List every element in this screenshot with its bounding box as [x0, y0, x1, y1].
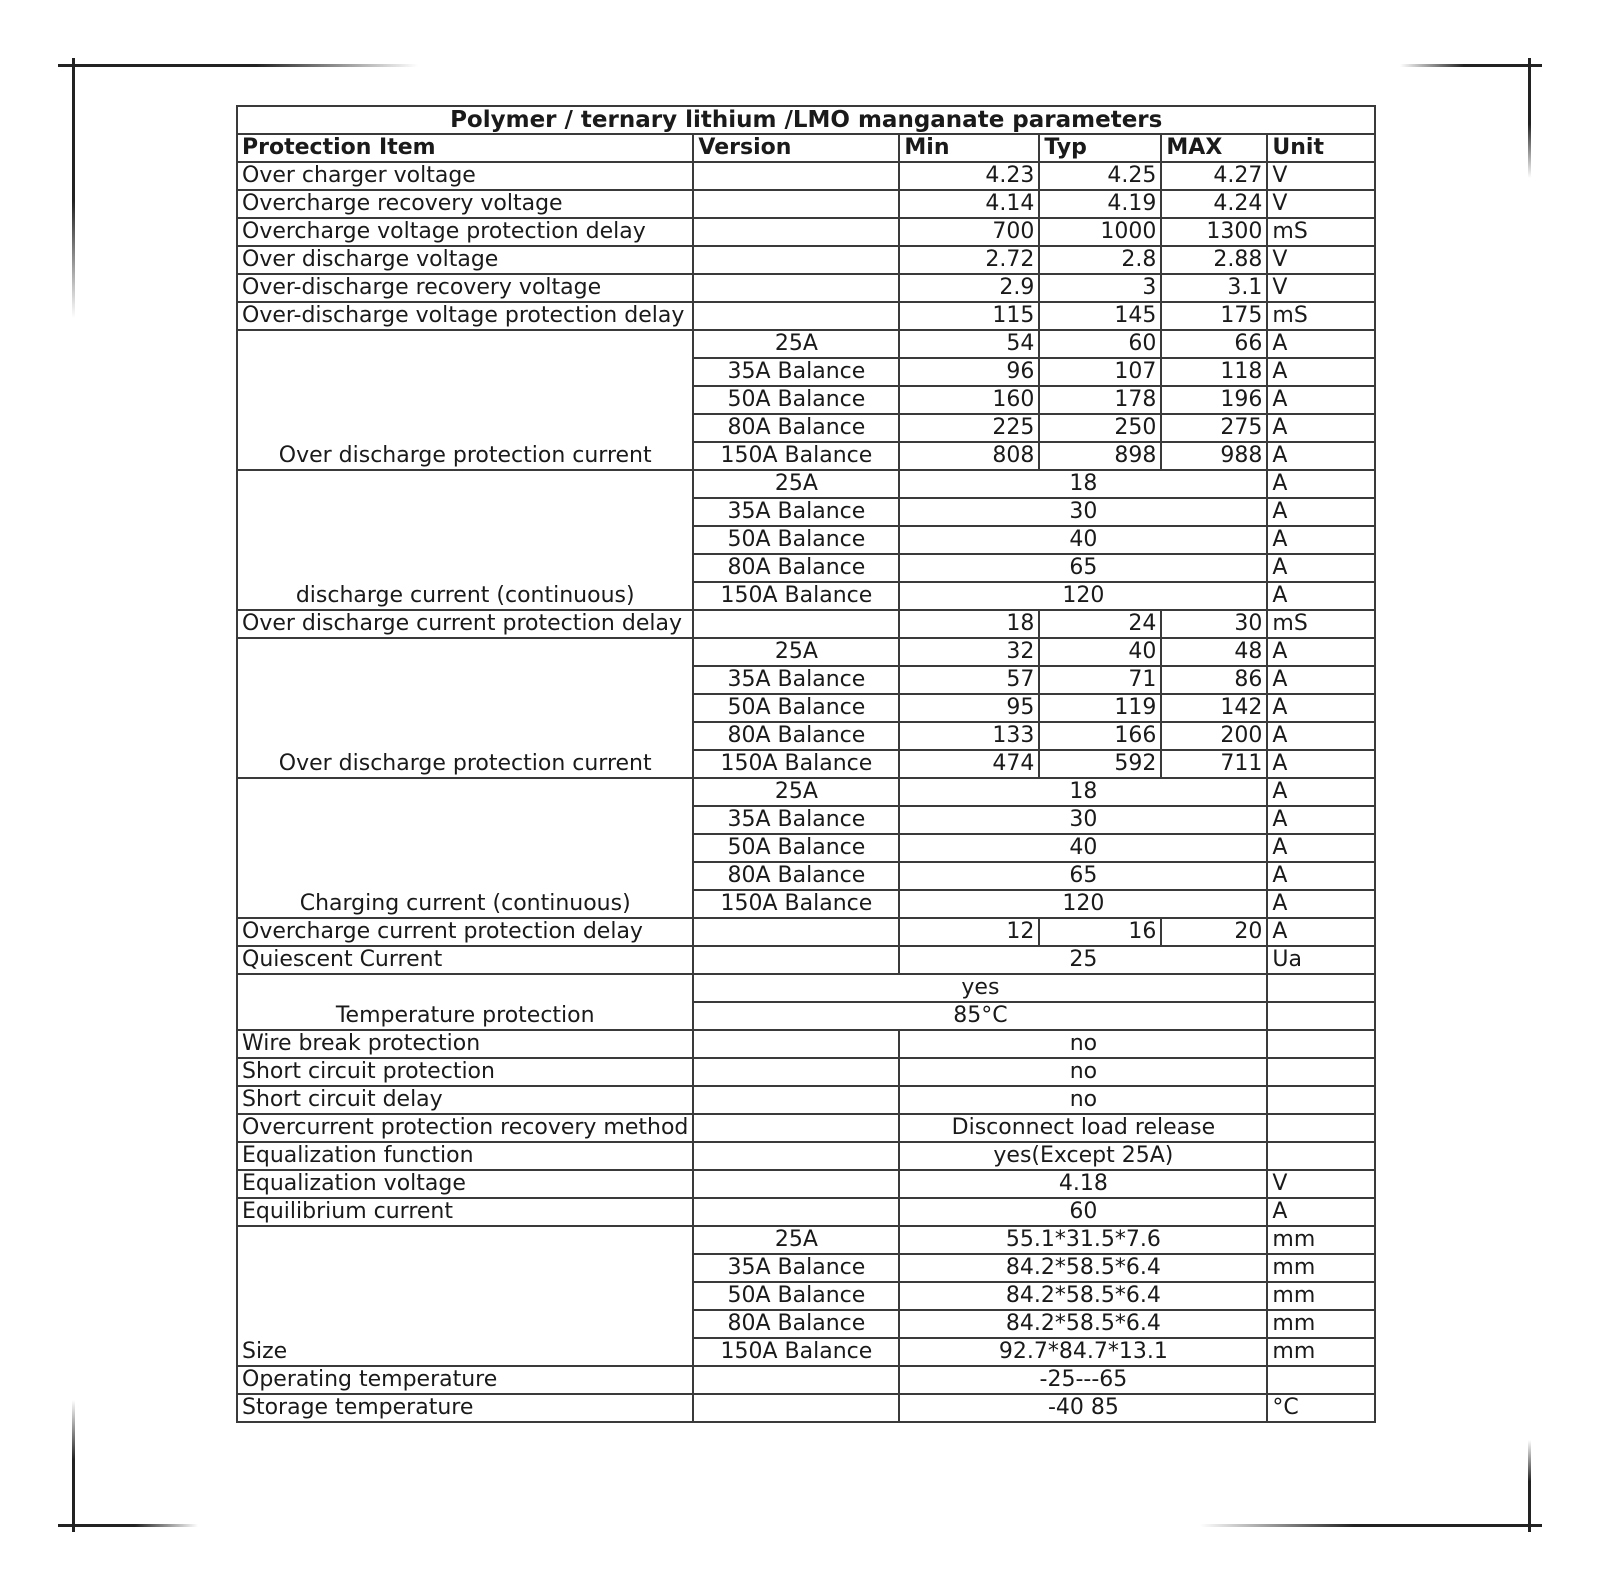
- span-value: 85°C: [693, 1002, 1267, 1030]
- unit-value: °C: [1267, 1394, 1375, 1422]
- max-value: 2.88: [1161, 246, 1267, 274]
- version-cell: [693, 918, 899, 946]
- unit-value: A: [1267, 470, 1375, 498]
- unit-value: mm: [1267, 1338, 1375, 1366]
- item-label: Over discharge protection current: [237, 638, 693, 778]
- item-label: Operating temperature: [237, 1366, 693, 1394]
- span-value: no: [899, 1086, 1267, 1114]
- typ-value: 2.8: [1039, 246, 1161, 274]
- version-cell: [693, 1142, 899, 1170]
- min-value: 95: [899, 694, 1039, 722]
- typ-value: 60: [1039, 330, 1161, 358]
- max-value: 988: [1161, 442, 1267, 470]
- frame-mark: [1200, 1524, 1542, 1527]
- min-value: 700: [899, 218, 1039, 246]
- typ-value: 4.19: [1039, 190, 1161, 218]
- max-value: 30: [1161, 610, 1267, 638]
- span-value: 120: [899, 582, 1267, 610]
- table-row: [237, 1058, 1375, 1086]
- table-row: [237, 218, 1375, 246]
- unit-value: V: [1267, 190, 1375, 218]
- unit-value: A: [1267, 554, 1375, 582]
- unit-value: mm: [1267, 1226, 1375, 1254]
- typ-value: 166: [1039, 722, 1161, 750]
- typ-value: 16: [1039, 918, 1161, 946]
- item-label: Over discharge current protection delay: [237, 610, 693, 638]
- version-value: 150A Balance: [693, 750, 899, 778]
- typ-value: 24: [1039, 610, 1161, 638]
- unit-value: [1267, 1142, 1375, 1170]
- span-value: 92.7*84.7*13.1: [899, 1338, 1267, 1366]
- version-value: 80A Balance: [693, 1310, 899, 1338]
- unit-value: A: [1267, 526, 1375, 554]
- max-value: 200: [1161, 722, 1267, 750]
- typ-value: 71: [1039, 666, 1161, 694]
- version-value: 35A Balance: [693, 806, 899, 834]
- min-value: 2.72: [899, 246, 1039, 274]
- frame-mark: [1400, 64, 1542, 67]
- item-label: Wire break protection: [237, 1030, 693, 1058]
- table-row: [237, 638, 1375, 666]
- typ-value: 1000: [1039, 218, 1161, 246]
- item-label: Short circuit protection: [237, 1058, 693, 1086]
- frame-mark: [58, 64, 418, 67]
- min-value: 115: [899, 302, 1039, 330]
- typ-value: 178: [1039, 386, 1161, 414]
- table-row: [237, 330, 1375, 358]
- min-value: 12: [899, 918, 1039, 946]
- unit-cell: [1267, 974, 1375, 1002]
- version-value: 25A: [693, 470, 899, 498]
- typ-value: 250: [1039, 414, 1161, 442]
- unit-value: A: [1267, 750, 1375, 778]
- version-cell: [693, 246, 899, 274]
- max-value: 175: [1161, 302, 1267, 330]
- table-row: [237, 1142, 1375, 1170]
- item-label: Overcharge recovery voltage: [237, 190, 693, 218]
- unit-value: mm: [1267, 1254, 1375, 1282]
- version-cell: [693, 1030, 899, 1058]
- min-value: 808: [899, 442, 1039, 470]
- version-value: 150A Balance: [693, 582, 899, 610]
- span-value: 18: [899, 470, 1267, 498]
- max-value: 196: [1161, 386, 1267, 414]
- unit-value: A: [1267, 918, 1375, 946]
- span-value: 18: [899, 778, 1267, 806]
- max-value: 86: [1161, 666, 1267, 694]
- version-cell: [693, 1170, 899, 1198]
- item-label: Over-discharge recovery voltage: [237, 274, 693, 302]
- version-cell: [693, 302, 899, 330]
- span-value: 84.2*58.5*6.4: [899, 1282, 1267, 1310]
- item-label: Over charger voltage: [237, 162, 693, 190]
- version-value: 80A Balance: [693, 722, 899, 750]
- header-typ: Typ: [1039, 134, 1161, 162]
- header-min: Min: [899, 134, 1039, 162]
- unit-value: A: [1267, 386, 1375, 414]
- table-row: [237, 1226, 1375, 1254]
- table-row: [237, 1114, 1375, 1142]
- version-cell: [693, 1394, 899, 1422]
- span-value: yes: [693, 974, 1267, 1002]
- min-value: 225: [899, 414, 1039, 442]
- span-value: 84.2*58.5*6.4: [899, 1310, 1267, 1338]
- frame-mark: [72, 58, 75, 318]
- version-value: 35A Balance: [693, 1254, 899, 1282]
- max-value: 711: [1161, 750, 1267, 778]
- unit-value: V: [1267, 246, 1375, 274]
- min-value: 4.14: [899, 190, 1039, 218]
- header-version: Version: [693, 134, 899, 162]
- frame-mark: [72, 1400, 75, 1532]
- table-row: [237, 1366, 1375, 1394]
- version-value: 150A Balance: [693, 442, 899, 470]
- span-value: yes(Except 25A): [899, 1142, 1267, 1170]
- unit-value: A: [1267, 890, 1375, 918]
- unit-value: [1267, 1030, 1375, 1058]
- max-value: 66: [1161, 330, 1267, 358]
- unit-cell: [1267, 1002, 1375, 1030]
- unit-value: V: [1267, 274, 1375, 302]
- unit-value: mm: [1267, 1282, 1375, 1310]
- unit-value: A: [1267, 778, 1375, 806]
- unit-value: A: [1267, 834, 1375, 862]
- item-label: Storage temperature: [237, 1394, 693, 1422]
- unit-value: A: [1267, 330, 1375, 358]
- span-value: 65: [899, 862, 1267, 890]
- typ-value: 3: [1039, 274, 1161, 302]
- item-label: Quiescent Current: [237, 946, 693, 974]
- parameters-table: [236, 105, 1376, 1423]
- span-value: -25---65: [899, 1366, 1267, 1394]
- version-value: 25A: [693, 778, 899, 806]
- frame-mark: [1528, 1440, 1531, 1532]
- span-value: 60: [899, 1198, 1267, 1226]
- item-label: Overcharge voltage protection delay: [237, 218, 693, 246]
- item-label: Temperature protection: [237, 974, 693, 1030]
- table-row: [237, 470, 1375, 498]
- unit-value: A: [1267, 666, 1375, 694]
- item-label: Overcurrent protection recovery method: [237, 1114, 693, 1142]
- max-value: 118: [1161, 358, 1267, 386]
- table-row: [237, 610, 1375, 638]
- item-label: discharge current (continuous): [237, 470, 693, 610]
- span-value: 4.18: [899, 1170, 1267, 1198]
- version-value: 35A Balance: [693, 498, 899, 526]
- version-cell: [693, 218, 899, 246]
- table-row: [237, 1030, 1375, 1058]
- unit-value: A: [1267, 638, 1375, 666]
- min-value: 57: [899, 666, 1039, 694]
- item-label: Equalization voltage: [237, 1170, 693, 1198]
- version-cell: [693, 1058, 899, 1086]
- span-value: no: [899, 1030, 1267, 1058]
- span-value: 84.2*58.5*6.4: [899, 1254, 1267, 1282]
- span-value: 120: [899, 890, 1267, 918]
- version-value: 80A Balance: [693, 862, 899, 890]
- min-value: 54: [899, 330, 1039, 358]
- parameters-table-body: [237, 106, 1375, 1422]
- unit-value: mS: [1267, 218, 1375, 246]
- min-value: 133: [899, 722, 1039, 750]
- item-label: Charging current (continuous): [237, 778, 693, 918]
- item-label: Over discharge voltage: [237, 246, 693, 274]
- table-row: [237, 918, 1375, 946]
- max-value: 4.27: [1161, 162, 1267, 190]
- unit-value: [1267, 1058, 1375, 1086]
- version-value: 35A Balance: [693, 358, 899, 386]
- max-value: 142: [1161, 694, 1267, 722]
- version-value: 80A Balance: [693, 554, 899, 582]
- item-label: Over discharge protection current: [237, 330, 693, 470]
- min-value: 96: [899, 358, 1039, 386]
- unit-value: mm: [1267, 1310, 1375, 1338]
- span-value: 30: [899, 498, 1267, 526]
- unit-value: [1267, 1086, 1375, 1114]
- table-row: [237, 302, 1375, 330]
- unit-value: A: [1267, 722, 1375, 750]
- unit-value: A: [1267, 806, 1375, 834]
- min-value: 2.9: [899, 274, 1039, 302]
- header-max: MAX: [1161, 134, 1267, 162]
- header-row: [237, 134, 1375, 162]
- header-unit: Unit: [1267, 134, 1375, 162]
- item-label: Over-discharge voltage protection delay: [237, 302, 693, 330]
- typ-value: 119: [1039, 694, 1161, 722]
- unit-value: V: [1267, 1170, 1375, 1198]
- item-label: Size: [237, 1226, 693, 1366]
- unit-value: [1267, 1366, 1375, 1394]
- version-value: 150A Balance: [693, 890, 899, 918]
- table-row: [237, 1198, 1375, 1226]
- unit-value: mS: [1267, 302, 1375, 330]
- frame-mark: [58, 1524, 198, 1527]
- version-value: 50A Balance: [693, 834, 899, 862]
- table-row: [237, 274, 1375, 302]
- item-label: Equalization function: [237, 1142, 693, 1170]
- min-value: 32: [899, 638, 1039, 666]
- table-row: [237, 162, 1375, 190]
- version-cell: [693, 162, 899, 190]
- unit-value: A: [1267, 694, 1375, 722]
- version-value: 25A: [693, 1226, 899, 1254]
- span-value: 65: [899, 554, 1267, 582]
- table-row: [237, 1170, 1375, 1198]
- min-value: 18: [899, 610, 1039, 638]
- unit-value: Ua: [1267, 946, 1375, 974]
- typ-value: 592: [1039, 750, 1161, 778]
- version-value: 25A: [693, 638, 899, 666]
- unit-value: [1267, 1114, 1375, 1142]
- unit-value: V: [1267, 162, 1375, 190]
- max-value: 3.1: [1161, 274, 1267, 302]
- table-title: Polymer / ternary lithium /LMO manganate parameters: [237, 106, 1375, 134]
- unit-value: A: [1267, 582, 1375, 610]
- unit-value: A: [1267, 862, 1375, 890]
- span-value: 40: [899, 526, 1267, 554]
- table-row: [237, 190, 1375, 218]
- max-value: 275: [1161, 414, 1267, 442]
- typ-value: 40: [1039, 638, 1161, 666]
- version-cell: [693, 190, 899, 218]
- min-value: 4.23: [899, 162, 1039, 190]
- span-value: 30: [899, 806, 1267, 834]
- typ-value: 145: [1039, 302, 1161, 330]
- max-value: 48: [1161, 638, 1267, 666]
- item-label: Short circuit delay: [237, 1086, 693, 1114]
- table-row: [237, 974, 1375, 1002]
- unit-value: A: [1267, 1198, 1375, 1226]
- typ-value: 107: [1039, 358, 1161, 386]
- version-cell: [693, 946, 899, 974]
- version-cell: [693, 1114, 899, 1142]
- max-value: 1300: [1161, 218, 1267, 246]
- unit-value: A: [1267, 414, 1375, 442]
- version-value: 50A Balance: [693, 526, 899, 554]
- span-value: -40 85: [899, 1394, 1267, 1422]
- span-value: Disconnect load release: [899, 1114, 1267, 1142]
- unit-value: A: [1267, 442, 1375, 470]
- version-value: 35A Balance: [693, 666, 899, 694]
- min-value: 160: [899, 386, 1039, 414]
- table-row: [237, 246, 1375, 274]
- version-value: 50A Balance: [693, 1282, 899, 1310]
- header-protection-item: Protection Item: [237, 134, 693, 162]
- frame-mark: [1528, 58, 1531, 178]
- version-cell: [693, 274, 899, 302]
- version-cell: [693, 610, 899, 638]
- table-row: [237, 1394, 1375, 1422]
- version-value: 50A Balance: [693, 386, 899, 414]
- item-label: Overcharge current protection delay: [237, 918, 693, 946]
- typ-value: 4.25: [1039, 162, 1161, 190]
- span-value: 55.1*31.5*7.6: [899, 1226, 1267, 1254]
- version-value: 150A Balance: [693, 1338, 899, 1366]
- version-cell: [693, 1198, 899, 1226]
- unit-value: mS: [1267, 610, 1375, 638]
- unit-value: A: [1267, 358, 1375, 386]
- span-value: no: [899, 1058, 1267, 1086]
- max-value: 4.24: [1161, 190, 1267, 218]
- span-value: 40: [899, 834, 1267, 862]
- version-value: 80A Balance: [693, 414, 899, 442]
- unit-value: A: [1267, 498, 1375, 526]
- table-row: [237, 1086, 1375, 1114]
- version-value: 25A: [693, 330, 899, 358]
- max-value: 20: [1161, 918, 1267, 946]
- version-value: 50A Balance: [693, 694, 899, 722]
- version-cell: [693, 1086, 899, 1114]
- min-value: 474: [899, 750, 1039, 778]
- table-row: [237, 946, 1375, 974]
- title-row: [237, 106, 1375, 134]
- item-label: Equilibrium current: [237, 1198, 693, 1226]
- typ-value: 898: [1039, 442, 1161, 470]
- span-value: 25: [899, 946, 1267, 974]
- version-cell: [693, 1366, 899, 1394]
- table-row: [237, 778, 1375, 806]
